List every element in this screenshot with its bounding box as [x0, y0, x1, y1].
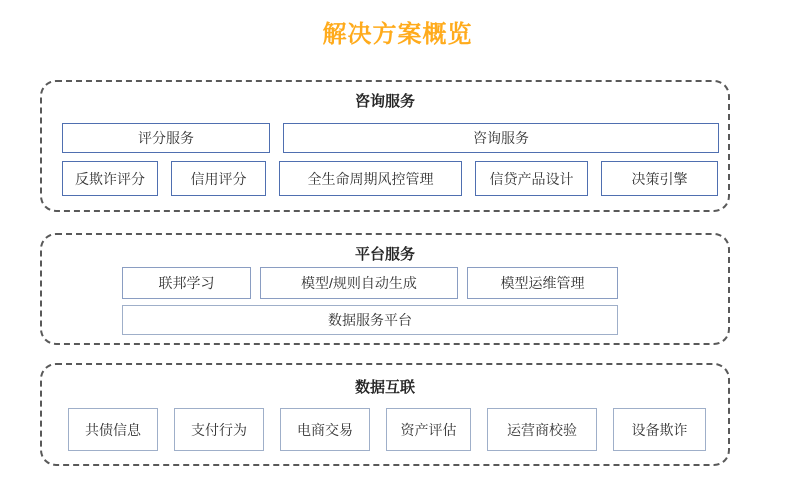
data-items-row [42, 408, 728, 451]
box-operator-verification: 运营商校验 [487, 408, 597, 451]
box-decision-engine: 决策引擎 [601, 161, 718, 196]
section-platform-services [40, 233, 730, 345]
box-device-fraud: 设备欺诈 [613, 408, 706, 451]
box-anti-fraud-score: 反欺诈评分 [62, 161, 158, 196]
group-header-scoring-service: 评分服务 [62, 123, 270, 153]
platform-wide-row [42, 305, 728, 335]
group-header-consulting-service: 咨询服务 [283, 123, 719, 153]
platform-items-row [42, 267, 728, 299]
section-platform-title: 平台服务 [354, 246, 415, 263]
box-data-service-platform: 数据服务平台 [122, 305, 618, 335]
box-ecommerce-trading: 电商交易 [280, 408, 370, 451]
box-model-ops-management: 模型运维管理 [467, 267, 618, 299]
section-data-interconnection [40, 363, 730, 466]
box-credit-product-design: 信贷产品设计 [475, 161, 588, 196]
box-payment-behavior: 支付行为 [174, 408, 264, 451]
box-model-rule-autogen: 模型/规则自动生成 [260, 267, 458, 299]
box-credit-score: 信用评分 [171, 161, 266, 196]
box-lifecycle-risk-control: 全生命周期风控管理 [279, 161, 462, 196]
section-consulting-title: 咨询服务 [354, 93, 415, 110]
box-shared-debt-info: 共债信息 [68, 408, 158, 451]
consulting-header-row [42, 123, 728, 153]
page-title: 解决方案概览 [322, 21, 473, 48]
section-consulting-services [40, 80, 730, 212]
section-data-title: 数据互联 [354, 379, 415, 396]
box-asset-evaluation: 资产评估 [386, 408, 471, 451]
box-federated-learning: 联邦学习 [122, 267, 251, 299]
consulting-items-row [42, 161, 728, 196]
